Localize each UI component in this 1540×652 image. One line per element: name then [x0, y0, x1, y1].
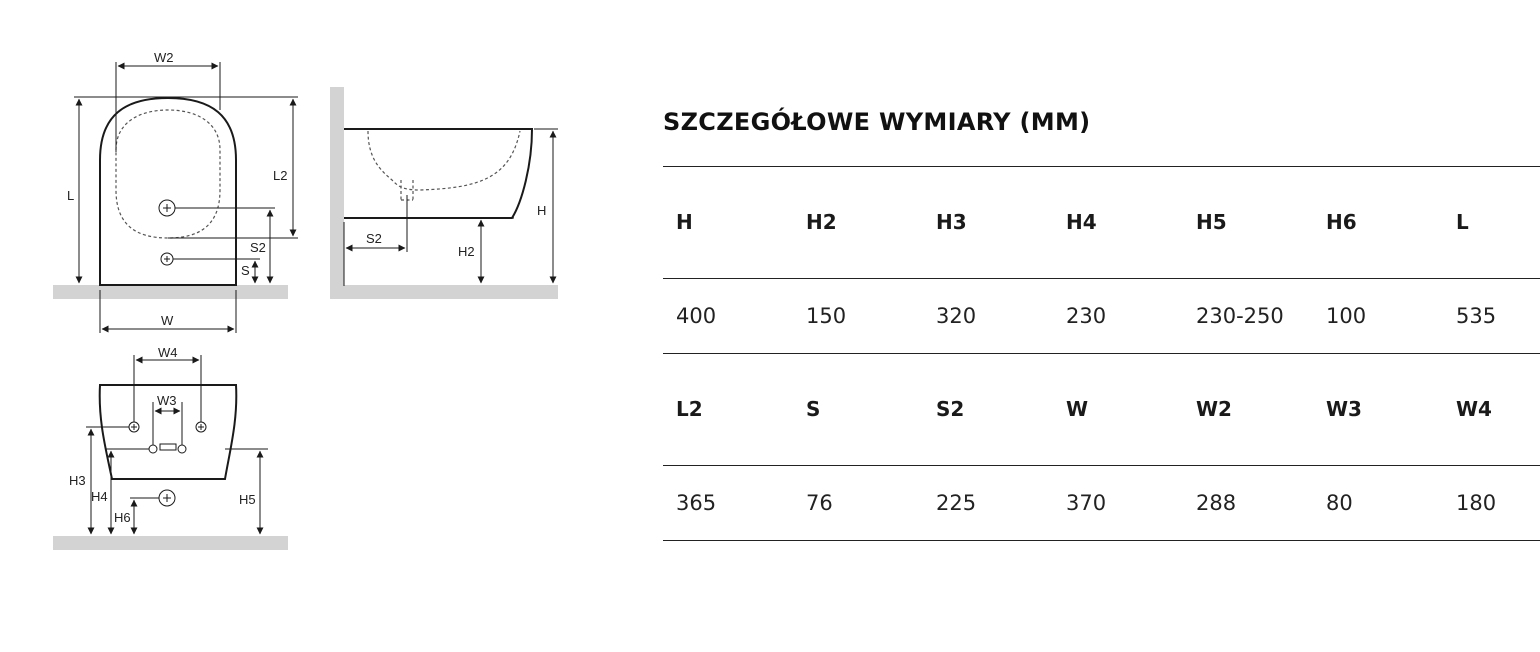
- spec-value: 320: [936, 304, 977, 328]
- spec-header-row-1: [663, 166, 1540, 278]
- spec-value: 150: [806, 304, 847, 328]
- spec-value: 180: [1456, 491, 1497, 515]
- spec-header: S2: [936, 397, 965, 421]
- dim-label-h4: H4: [91, 489, 108, 504]
- floor-line: [53, 285, 288, 299]
- spec-value: 400: [676, 304, 717, 328]
- spec-header: W3: [1326, 397, 1362, 421]
- connector-bracket: [160, 444, 176, 450]
- spec-header: H5: [1196, 210, 1227, 234]
- dim-label-l2: L2: [273, 168, 288, 183]
- spec-value: 370: [1066, 491, 1107, 515]
- dim-label-h5: H5: [239, 492, 256, 507]
- dim-label-w3: W3: [157, 393, 177, 408]
- bolt-left-icon: [149, 445, 157, 453]
- spec-header: S: [806, 397, 821, 421]
- dim-label-h: H: [537, 203, 547, 218]
- bolt-right-icon: [178, 445, 186, 453]
- technical-drawing: [0, 0, 620, 652]
- dim-label-h6: H6: [114, 510, 131, 525]
- dim-label-s2: S2: [250, 240, 266, 255]
- spec-header: H2: [806, 210, 837, 234]
- bidet-top-outline: [100, 98, 236, 285]
- spec-header: W: [1066, 397, 1089, 421]
- spec-header: L2: [676, 397, 703, 421]
- floor-line: [53, 536, 288, 550]
- dim-label-w2: W2: [154, 50, 174, 65]
- spec-value: 230-250: [1196, 304, 1284, 328]
- spec-value: 100: [1326, 304, 1367, 328]
- spec-header: H4: [1066, 210, 1097, 234]
- front-view-drawing: [53, 345, 288, 550]
- bidet-side-outline: [344, 129, 532, 218]
- spec-value: 535: [1456, 304, 1497, 328]
- specs-title: SZCZEGÓŁOWE WYMIARY (MM): [663, 108, 1091, 136]
- spec-header-row-2: [663, 353, 1540, 465]
- wall-line: [330, 87, 344, 299]
- spec-header: W4: [1456, 397, 1492, 421]
- spec-value: 230: [1066, 304, 1107, 328]
- side-view-drawing: [330, 87, 558, 299]
- floor-line: [330, 285, 558, 299]
- spec-header: H6: [1326, 210, 1357, 234]
- dim-label-l: L: [67, 188, 75, 203]
- spec-value: 288: [1196, 491, 1237, 515]
- dim-label-w4: W4: [158, 345, 178, 360]
- spec-value: 365: [676, 491, 717, 515]
- spec-header: L: [1456, 210, 1469, 234]
- dim-label-s: S: [241, 263, 250, 278]
- spec-value: 80: [1326, 491, 1353, 515]
- bowl-side-dashed: [368, 131, 520, 190]
- dim-label-s2-side: S2: [366, 231, 382, 246]
- dim-label-w: W: [161, 313, 174, 328]
- top-view-drawing: [53, 50, 298, 333]
- spec-value-row-1: [663, 278, 1540, 353]
- spec-header: H: [676, 210, 693, 234]
- dim-label-h2: H2: [458, 244, 475, 259]
- bowl-dashed-outline: [116, 110, 220, 238]
- spec-header: W2: [1196, 397, 1232, 421]
- spec-value: 76: [806, 491, 833, 515]
- dimensions-spec-section: [663, 96, 1540, 541]
- spec-value-row-2: [663, 465, 1540, 541]
- spec-header: H3: [936, 210, 967, 234]
- spec-value: 225: [936, 491, 977, 515]
- dim-label-h3: H3: [69, 473, 86, 488]
